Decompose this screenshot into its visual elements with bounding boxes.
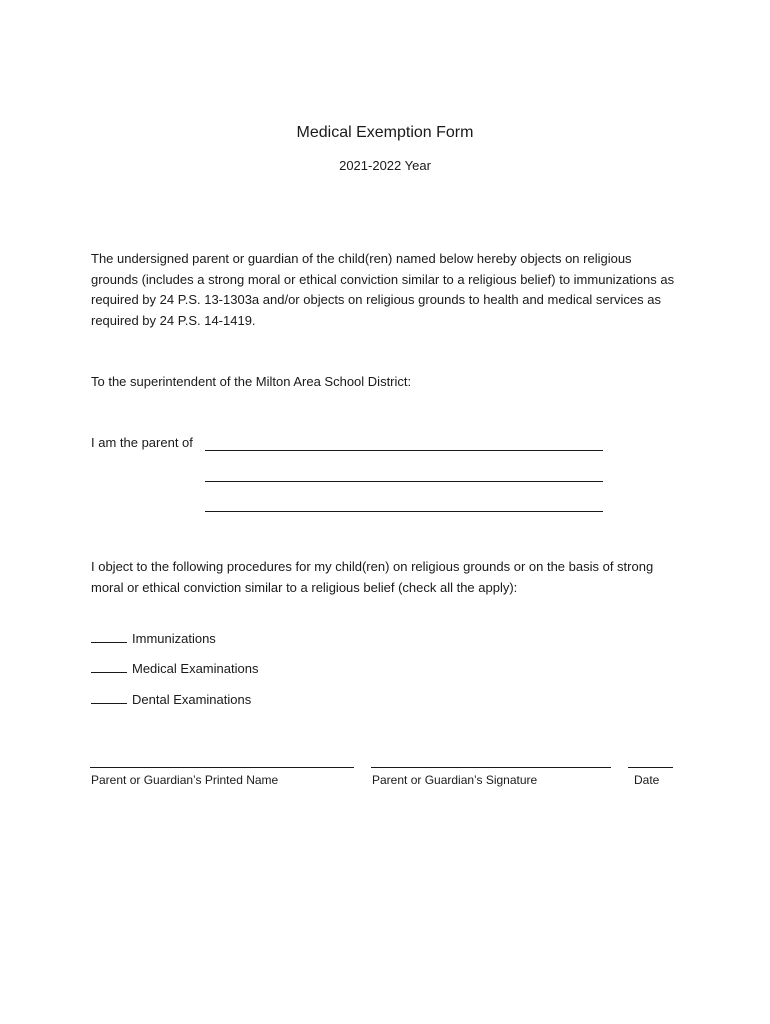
immunizations-label: Immunizations — [132, 631, 216, 646]
printed-name-line[interactable] — [90, 767, 354, 768]
child-name-line-1[interactable] — [205, 450, 603, 451]
child-name-line-3[interactable] — [205, 511, 603, 512]
intro-paragraph: The undersigned parent or guardian of the child(ren) named below hereby objects on religious grounds (includes a strong moral or ethical conviction similar to a religious belief) to immunizations as required by 24 P.S. 13-1303a and/or objects on religious grounds to health and medical services as required by 24 P.S. 14-1419. — [91, 251, 675, 328]
date-label: Date — [634, 773, 660, 787]
signature-line[interactable] — [371, 767, 611, 768]
objection-paragraph: I object to the following procedures for my child(ren) on religious grounds or on the basis of strong moral or ethical conviction similar to a religious belief (check all the apply): — [91, 559, 654, 595]
dental-examinations-check-blank[interactable] — [91, 691, 127, 704]
printed-name-label: Parent or Guardian’s Printed Name — [91, 773, 279, 787]
immunizations-check-blank[interactable] — [91, 630, 127, 643]
form-title: Medical Exemption Form — [296, 124, 474, 141]
signature-label: Parent or Guardian’s Signature — [372, 773, 538, 787]
medical-examinations-check-blank[interactable] — [91, 660, 127, 673]
procedure-dental-examinations — [91, 691, 251, 707]
addressee-line: To the superintendent of the Milton Area School District: — [91, 374, 412, 389]
form-year: 2021-2022 Year — [339, 158, 431, 173]
procedure-medical-examinations — [91, 660, 258, 676]
medical-examinations-label: Medical Examinations — [132, 661, 259, 676]
date-line[interactable] — [628, 767, 673, 768]
procedure-immunizations — [91, 630, 216, 646]
child-name-line-2[interactable] — [205, 481, 603, 482]
parent-of-label: I am the parent of — [91, 435, 193, 450]
dental-examinations-label: Dental Examinations — [132, 692, 252, 707]
